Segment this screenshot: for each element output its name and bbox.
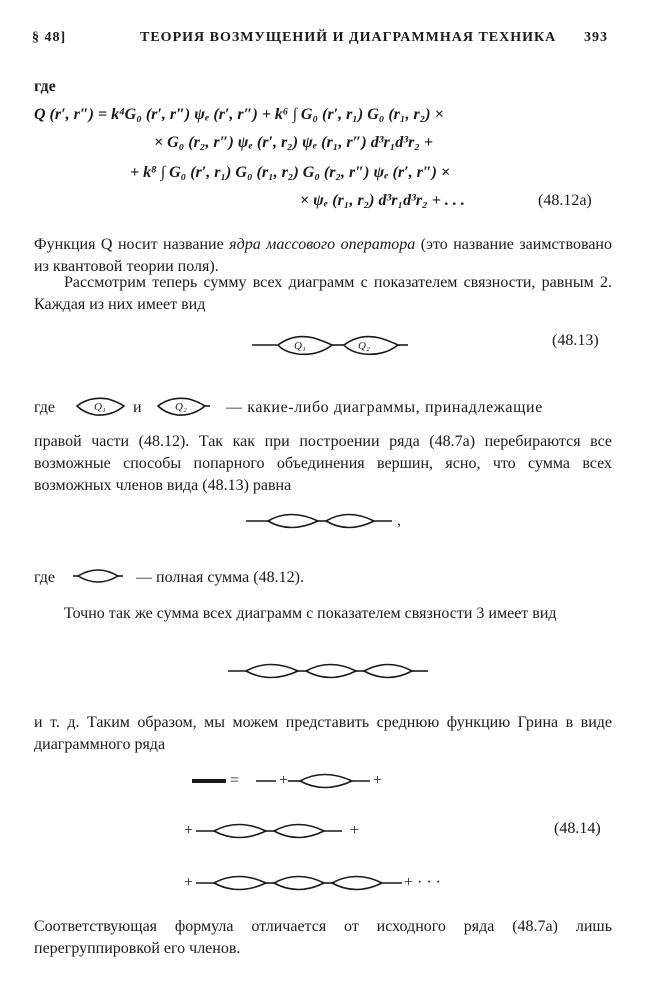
- equation-line-4: × ψₑ (r₁, r₂) d³r₁d³r₂ + . . .: [300, 192, 465, 209]
- sum-comma: ,: [397, 512, 401, 529]
- diagram-label-q2: Q₂: [358, 340, 370, 352]
- where-full-label: где: [34, 569, 56, 586]
- inline-label-q2: Q₂: [175, 401, 187, 413]
- series-plus-5: +: [184, 874, 194, 891]
- term-mass-operator-kernel: ядра массового оператора: [229, 236, 416, 253]
- any-diagrams-text: — какие-либо диаграммы, принадлежащие: [226, 399, 543, 416]
- equation-number-48-13: (48.13): [552, 332, 599, 349]
- diagram-three-loops: [226, 658, 430, 684]
- diagram-q1-inline: [74, 394, 126, 418]
- equation-number-48-12a: (48.12a): [538, 192, 592, 209]
- series-plus-2: +: [373, 772, 383, 789]
- series-plus-3: +: [184, 822, 194, 839]
- equation-number-48-14: (48.14): [554, 820, 601, 837]
- paragraph-green-function-series: и т. д. Таким образом, мы можем представить среднюю функцию Грина в виде диаграммного ряда: [34, 714, 612, 753]
- paragraph-right-side: правой части (48.12). Так как при построении ряда (48.7а) перебираются все возможные способы попарного объединения вершин, ясно, что сумма всех возможных членов вида (48.13) равна: [34, 433, 612, 494]
- where-label: где: [34, 78, 56, 95]
- equation-line-3: + k⁸ ∫ G₀ (r′, r₁) G₀ (r₁, r₂) G₀ (r₂, r″) ψₑ (r′, r″) ×: [130, 164, 451, 181]
- diagram-q2-inline: [155, 394, 211, 418]
- series-ellipsis: + · · ·: [404, 874, 442, 891]
- series-plus-1: +: [279, 772, 289, 789]
- equation-line-1: Q (r′, r″) = k⁴G₀ (r′, r″) ψₑ (r′, r″) + k⁶ ∫ G₀ (r′, r₁) G₀ (r₁, r₂) ×: [34, 106, 444, 123]
- text-before-term: Функция Q носит название: [34, 236, 230, 253]
- series-line-2: [196, 818, 346, 844]
- paragraph-connectivity-3: Точно так же сумма всех диаграмм с показателем связности 3 имеет вид: [64, 605, 557, 622]
- series-line-3: [196, 870, 406, 896]
- diagram-label-q1: Q₁: [294, 340, 306, 352]
- diagram-sum-two-loops: [244, 508, 394, 534]
- running-title: ТЕОРИЯ ВОЗМУЩЕНИЙ И ДИАГРАММНАЯ ТЕХНИКА: [140, 30, 557, 45]
- equation-line-2: × G₀ (r₂, r″) ψₑ (r′, r₂) ψₑ (r₁, r″) d³r₁d³r₂ +: [154, 134, 434, 151]
- paragraph-consider: Рассмотрим теперь сумму всех диаграмм с показателем связности, равным 2. Каждая из них имеет вид: [34, 274, 612, 313]
- section-mark: § 48]: [32, 30, 67, 45]
- series-line-1: [190, 768, 390, 794]
- where-q-label: где: [34, 399, 56, 416]
- text-after-term: (это название заимствовано из квантовой теории поля).: [34, 236, 612, 275]
- page-number: 393: [584, 30, 608, 45]
- inline-label-q1: Q₁: [94, 401, 106, 413]
- series-plus-4: +: [350, 822, 360, 839]
- full-sum-text: — полная сумма (48.12).: [136, 569, 304, 586]
- paragraph-final: Соответствующая формула отличается от исходного ряда (48.7а) лишь перегруппировкой его членов.: [34, 918, 612, 957]
- and-word: и: [133, 399, 142, 416]
- series-equals: =: [230, 772, 240, 789]
- diagram-48-13: [250, 330, 410, 360]
- diagram-full-sum-inline: [72, 565, 124, 587]
